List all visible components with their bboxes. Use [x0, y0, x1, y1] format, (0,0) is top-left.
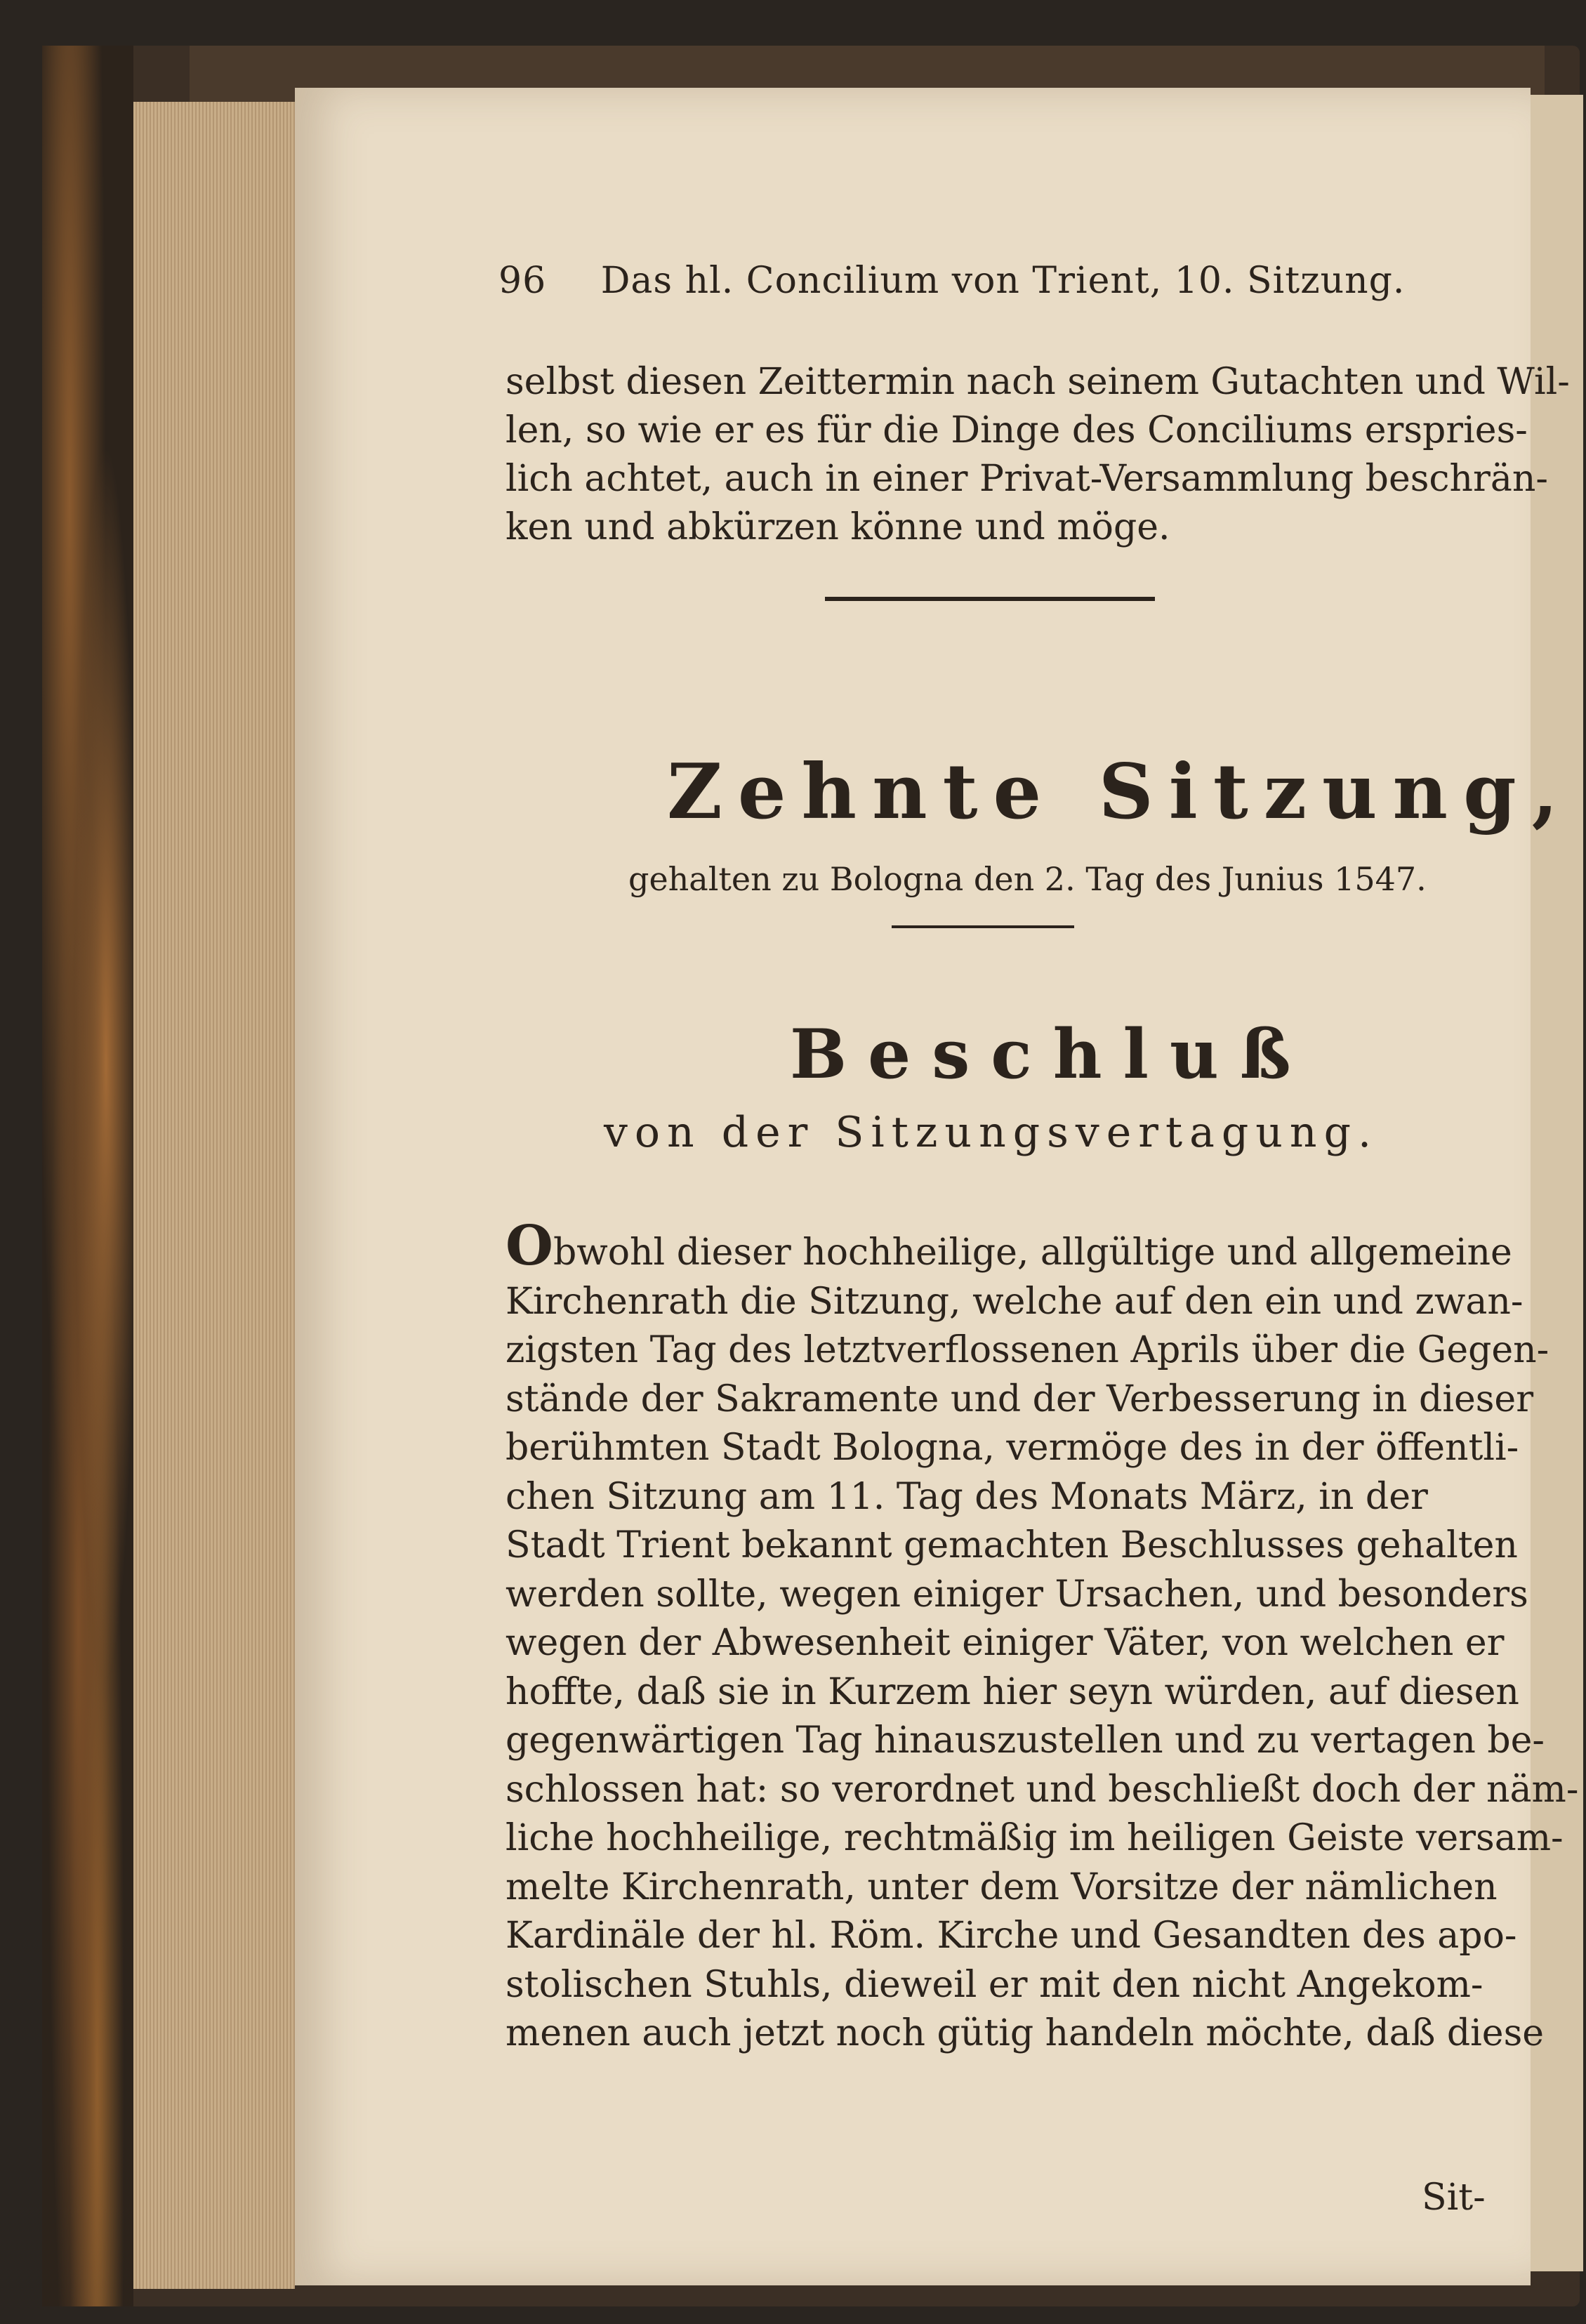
text-line: stände der Sakramente und der Verbesserung in dieser [505, 1378, 1534, 1420]
body-paragraph [505, 1214, 1579, 2059]
text-line: ken und abkürzen könne und möge. [505, 506, 1170, 548]
text-line: lich achtet, auch in einer Privat-Versammlung beschrän- [505, 458, 1548, 500]
page-number: 96 [498, 260, 547, 302]
text-line: wegen der Abwesenheit einiger Väter, von welchen er [505, 1622, 1505, 1664]
running-title: Das hl. Concilium von Trient, 10. Sitzung. [600, 260, 1406, 302]
page-stack-edge [133, 102, 295, 2289]
text-line: menen auch jetzt noch gütig handeln möchte, daß diese [505, 2012, 1545, 2054]
text-line: len, so wie er es für die Dinge des Conciliums erspries- [505, 409, 1528, 451]
text-line: selbst diesen Zeittermin nach seinem Gutachten und Wil- [505, 361, 1570, 403]
first-line-text: bwohl dieser hochheilige, allgültige und allgemeine [553, 1232, 1512, 1274]
text-line: Kirchenrath die Sitzung, welche auf den ein und zwan- [505, 1280, 1524, 1323]
drop-cap: O [505, 1214, 553, 1278]
decree-subtitle: von der Sitzungsvertagung. [604, 1108, 1379, 1157]
running-header [498, 260, 1405, 302]
text-line: zigsten Tag des letztverflossenen Aprils über die Gegen- [505, 1329, 1549, 1371]
text-line [505, 1214, 1578, 1278]
text-line: werden sollte, wegen einiger Ursachen, und besonders [505, 1573, 1528, 1616]
catchword: Sit- [1422, 2177, 1486, 2219]
text-line: liche hochheilige, rechtmäßig im heiligen Geiste versam- [505, 1817, 1564, 1859]
session-subtitle: gehalten zu Bologna den 2. Tag des Junius 1547. [628, 860, 1427, 898]
session-title: Zehnte Sitzung, [667, 748, 1574, 836]
text-line: hoffte, daß sie in Kurzem hier seyn würden, auf diesen [505, 1670, 1519, 1713]
text-line: stolischen Stuhls, dieweil er mit den nicht Angekom- [505, 1963, 1483, 2006]
text-line: chen Sitzung am 11. Tag des Monats März, in der [505, 1475, 1428, 1518]
text-line: melte Kirchenrath, unter dem Vorsitze der nämlichen [505, 1866, 1498, 1908]
section-divider-rule [825, 597, 1155, 601]
text-line: schlossen hat: so verordnet und beschließt doch der näm- [505, 1768, 1579, 1811]
continuation-paragraph [505, 358, 1570, 552]
text-line: berühmten Stadt Bologna, vermöge des in der öffentli- [505, 1427, 1519, 1469]
text-line: gegenwärtigen Tag hinauszustellen und zu vertagen be- [505, 1719, 1545, 1762]
marbled-cover-edge [42, 46, 133, 2306]
text-line: Kardinäle der hl. Röm. Kirche und Gesandten des apo- [505, 1915, 1517, 1957]
decree-title: Beschluß [790, 1015, 1312, 1094]
text-line: Stadt Trient bekannt gemachten Beschlusses gehalten [505, 1524, 1518, 1566]
short-divider-rule [892, 925, 1074, 928]
